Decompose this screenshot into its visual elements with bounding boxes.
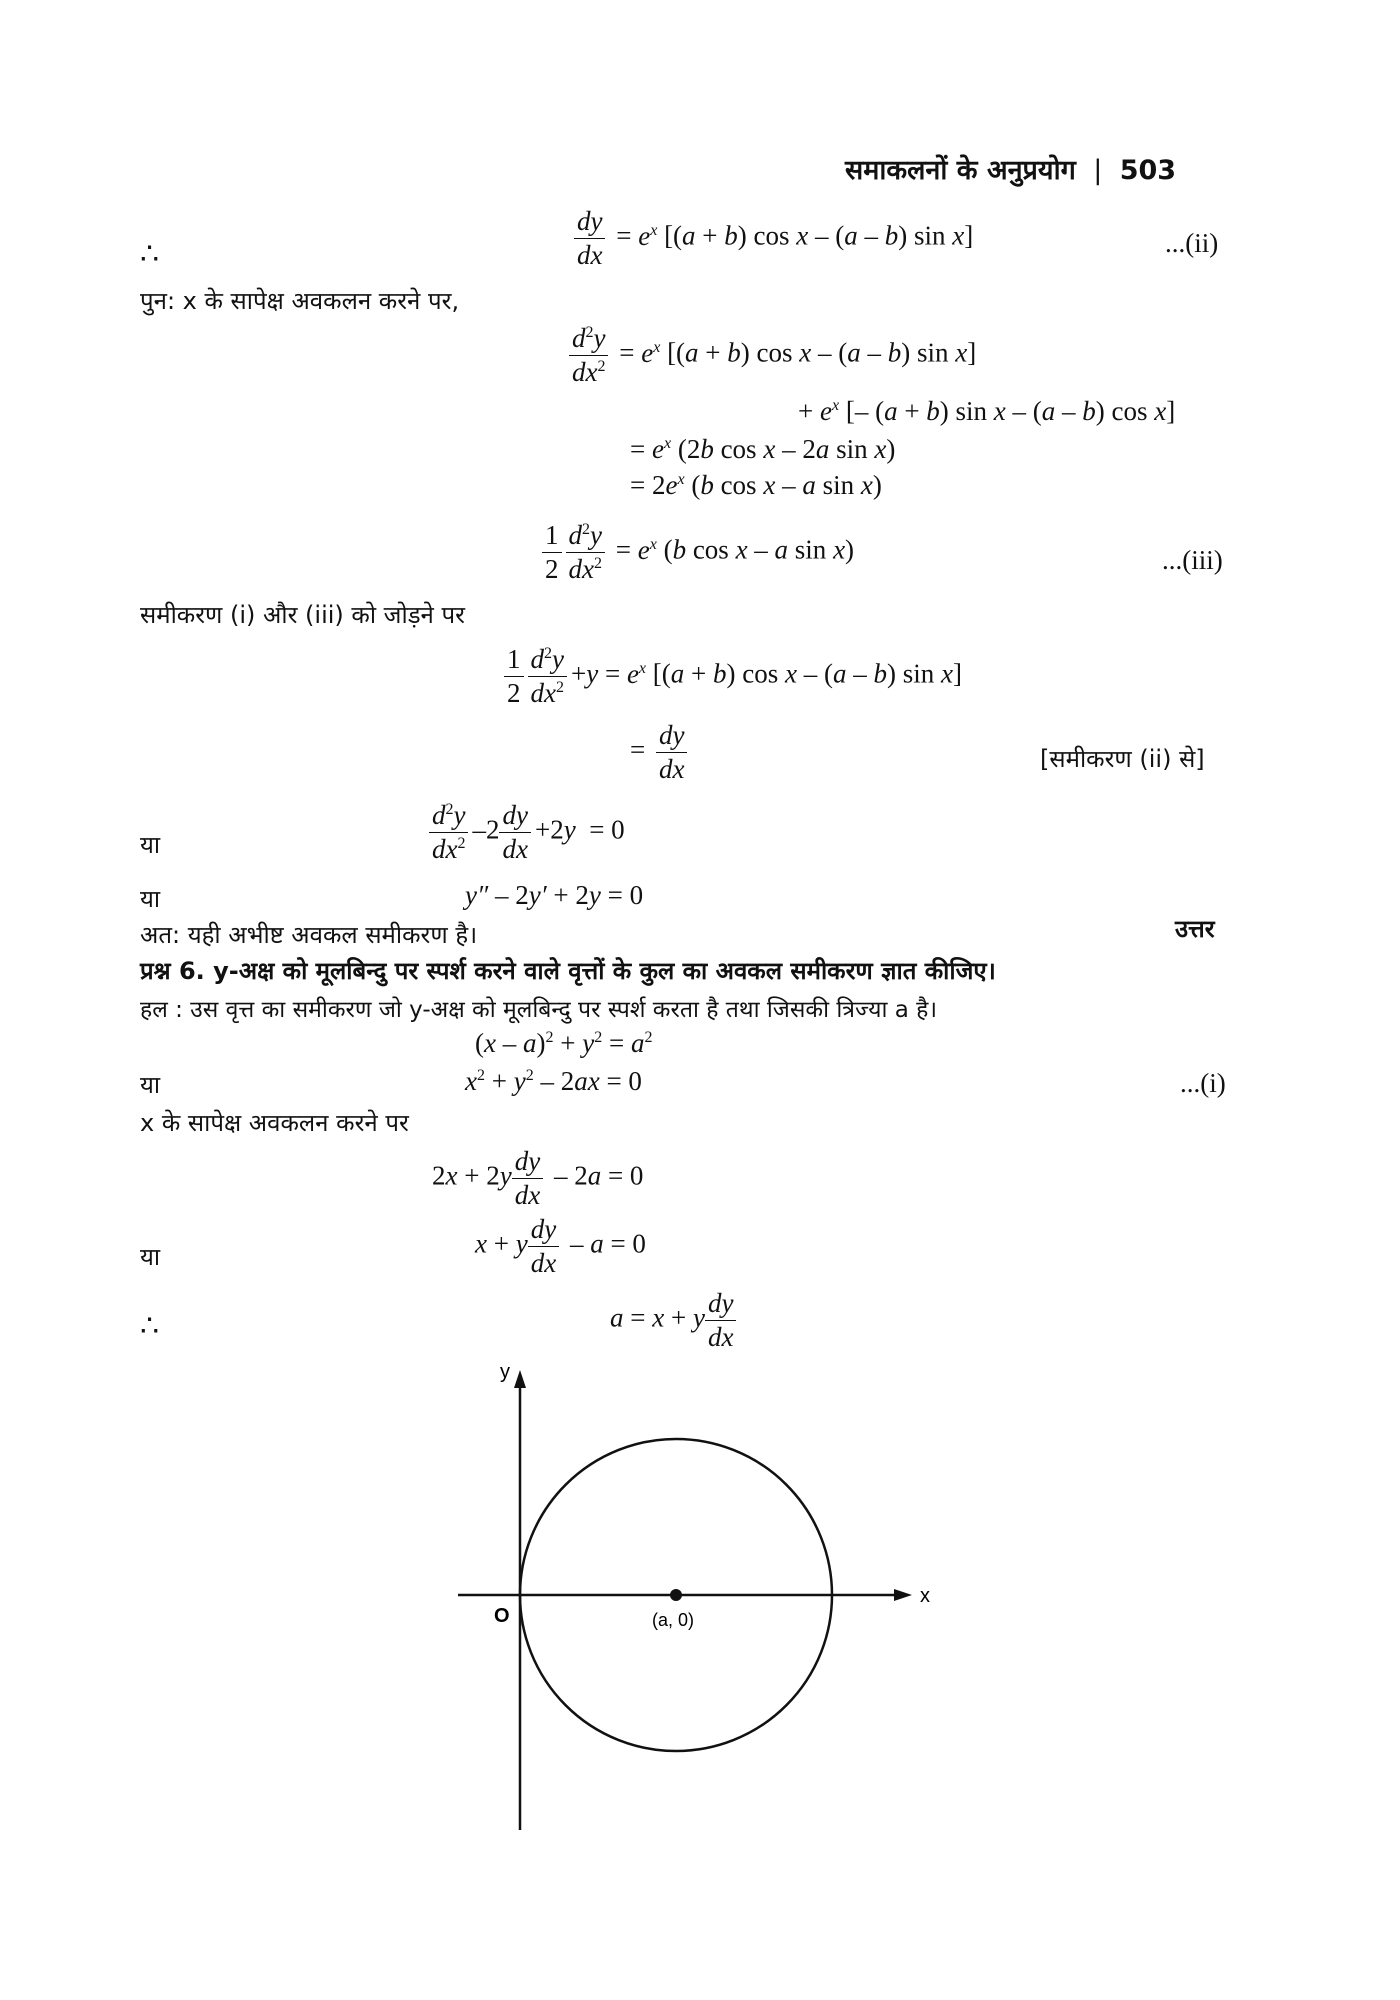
therefore-symbol: ∴	[140, 238, 160, 271]
equation-tag-i: ...(i)	[1180, 1068, 1226, 1098]
header-separator: |	[1093, 155, 1103, 186]
label-ya-2: या	[140, 885, 161, 913]
text-x-ke-sapeksh: x के सापेक्ष अवकलन करने पर	[140, 1109, 409, 1137]
text-atah: अत: यही अभीष्ट अवकल समीकरण है।	[140, 921, 478, 949]
equation-derivative-1: 2x + 2y $\frac{dy}{dx}$ – 2a = 0	[432, 1146, 644, 1210]
text-uttar: उत्तर	[1175, 915, 1215, 943]
label-ya-4: या	[140, 1243, 161, 1271]
equation-simplified-1: = $e^x$ (2b cos x – 2a sin x)	[630, 434, 896, 464]
y-axis-arrow-icon	[514, 1370, 526, 1388]
equation-a-value: a = x + y $\frac{dy}{dx}$	[610, 1290, 740, 1351]
x-axis-arrow-icon	[894, 1589, 912, 1601]
equation-sum: $\frac{1}{2}$ $\frac{d^2y}{dx^2}$ $+y = e^x$ [(a + b) cos x – (a – b) sin x]	[500, 646, 962, 707]
equation-simplified-2: = $2e^x$ (b cos x – a sin x)	[630, 470, 882, 500]
center-point	[670, 1589, 682, 1601]
page-header	[845, 150, 1176, 187]
label-ya-3: या	[140, 1071, 161, 1099]
origin-label: O	[494, 1605, 510, 1627]
equation-derivative-2: x + y $\frac{dy}{dx}$ – a = 0	[475, 1214, 646, 1278]
equation-circle-1: $(x - a)^2 + y^2 = a^2$	[475, 1028, 653, 1058]
equation-d2y-dx2: $\frac{d^2y}{dx^2}$ = $e^x$ [(a + b) cos x – (a – b) sin x]	[565, 325, 976, 386]
label-ya-1: या	[140, 831, 161, 859]
question-6: प्रश्न 6. y-अक्ष को मूलबिन्दु पर स्पर्श करने वाले वृत्तों के कुल का अवकल समीकरण ज्ञात कीजिए।	[140, 957, 996, 985]
therefore-symbol-2: ∴	[140, 1310, 160, 1343]
equation-equals-dydx: = $\frac{dy}{dx}$	[630, 722, 691, 783]
text-punah: पुन: x के सापेक्ष अवकलन करने पर,	[140, 287, 460, 315]
text-samikaran-ii-se: [समीकरण (ii) से]	[1040, 745, 1205, 773]
solution-intro: हल : उस वृत्त का समीकरण जो y-अक्ष को मूलबिन्दु पर स्पर्श करता है तथा जिसकी त्रिज्या a है।	[140, 997, 938, 1023]
equation-tag-ii: ...(ii)	[1165, 228, 1219, 258]
text-samikaran-jodne: समीकरण (i) और (iii) को जोड़ने पर	[140, 601, 465, 629]
circle-figure	[430, 1360, 950, 1840]
equation-half-d2y: $\frac{1}{2}$ $\frac{d^2y}{dx^2}$ = $e^x$ (b cos x – a sin x)	[538, 522, 854, 583]
equation-continued: + $e^x$ [– (a + b) sin x – (a – b) cos x]	[798, 396, 1176, 426]
equation-dy-dx: $\frac{dy}{dx}$ = $e^x$ [(a + b) cos x – (a – b) sin x]	[570, 208, 973, 269]
equation-circle-2: $x^2 + y^2 - 2ax = 0$	[465, 1066, 642, 1096]
page-number: 503	[1119, 155, 1177, 186]
equation-tag-iii: ...(iii)	[1162, 545, 1223, 575]
chapter-title: समाकलनों के अनुप्रयोग	[845, 155, 1076, 186]
y-axis-label: y	[500, 1361, 510, 1383]
equation-differential-1: $\frac{d^2y}{dx^2}$ –2 $\frac{dy}{dx}$ +2y = 0	[425, 802, 625, 863]
center-label: (a, 0)	[652, 1610, 695, 1630]
equation-differential-2: y″ – 2y′ + 2y = 0	[465, 880, 644, 910]
x-axis-label: x	[920, 1585, 930, 1607]
